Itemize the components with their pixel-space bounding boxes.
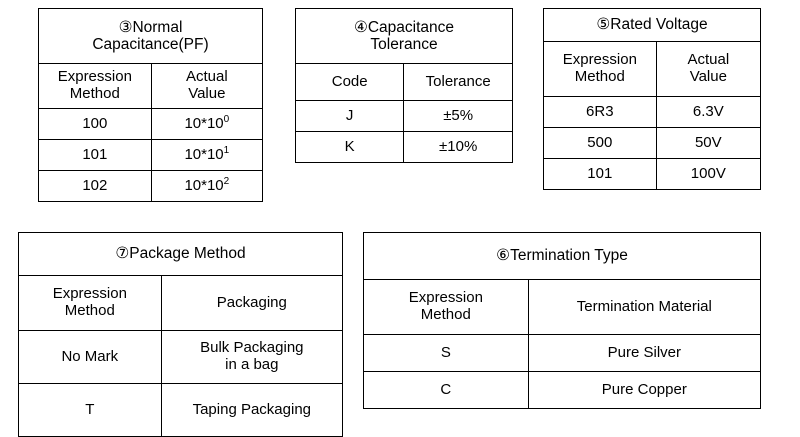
table-row [544, 9, 761, 42]
table-header-row [364, 280, 761, 335]
column-header-actual-value [151, 64, 262, 109]
cell-code: J [296, 101, 404, 132]
cell-packaging [161, 331, 342, 384]
table-row [364, 372, 761, 409]
cell-code: T [19, 384, 162, 437]
table-row [19, 331, 343, 384]
cell-code: S [364, 335, 529, 372]
cell-packaging-line2: in a bag [225, 356, 279, 373]
cell-value-base: 10*10 [184, 145, 224, 163]
cell-value [151, 171, 262, 202]
table-termination-type [363, 232, 761, 409]
table-row [296, 132, 513, 163]
column-header-expression-method [364, 280, 529, 335]
header-line1: Actual [185, 68, 228, 86]
table-row [19, 233, 343, 276]
cell-code: No Mark [19, 331, 162, 384]
cell-value-base: 10*10 [184, 114, 224, 132]
column-header-expression-method [19, 276, 162, 331]
table-row [544, 97, 761, 128]
cell-packaging-line1: Bulk Packaging [200, 339, 304, 357]
table-row [544, 128, 761, 159]
cell-value: 6.3V [656, 97, 760, 128]
cell-code: 101 [39, 140, 152, 171]
header-line1: Expression [52, 285, 127, 303]
column-header-tolerance: Tolerance [404, 64, 513, 101]
table-header-row [296, 64, 513, 101]
column-header-code: Code [296, 64, 404, 101]
header-line2: Value [689, 68, 727, 85]
table-rated-voltage [543, 8, 761, 190]
table-row [364, 335, 761, 372]
table-title-rated-voltage: ⑤Rated Voltage [544, 9, 761, 42]
cell-code: K [296, 132, 404, 163]
header-line1: Expression [57, 68, 132, 86]
table-row [364, 233, 761, 280]
table-header-row [19, 276, 343, 331]
header-line2: Method [574, 68, 625, 85]
table-row [296, 9, 513, 64]
header-line1: Actual [687, 51, 730, 69]
table-normal-capacitance [38, 8, 263, 202]
table-title-line2: Tolerance [370, 36, 438, 53]
cell-material: Pure Silver [528, 335, 760, 372]
column-header-packaging: Packaging [161, 276, 342, 331]
header-line2: Value [188, 85, 226, 102]
column-header-actual-value [656, 42, 760, 97]
table-header-row [39, 64, 263, 109]
cell-value: 100V [656, 159, 760, 190]
table-capacitance-tolerance [295, 8, 513, 163]
table-row [39, 171, 263, 202]
header-line2: Method [69, 85, 120, 102]
table-title-line2: Capacitance(PF) [92, 36, 209, 53]
header-line1: Expression [408, 289, 483, 307]
cell-packaging: Taping Packaging [161, 384, 342, 437]
table-title-package-method: ⑦Package Method [19, 233, 343, 276]
table-row [296, 101, 513, 132]
table-row [544, 159, 761, 190]
table-row [19, 384, 343, 437]
cell-value-base: 10*10 [184, 176, 224, 194]
table-package-method [18, 232, 343, 437]
table-title-line1: ④Capacitance [353, 18, 455, 36]
header-line2: Method [64, 302, 115, 319]
column-header-expression-method [544, 42, 657, 97]
cell-code: 102 [39, 171, 152, 202]
cell-value-exponent: 2 [223, 175, 230, 187]
table-row [39, 140, 263, 171]
table-title-normal-capacitance [39, 9, 263, 64]
header-line1: Expression [562, 51, 637, 69]
table-row [39, 109, 263, 140]
cell-value [151, 140, 262, 171]
cell-tolerance: ±5% [404, 101, 513, 132]
table-header-row [544, 42, 761, 97]
table-row [39, 9, 263, 64]
cell-value [151, 109, 262, 140]
table-title-capacitance-tolerance [296, 9, 513, 64]
header-line2: Method [420, 306, 471, 323]
cell-code: 100 [39, 109, 152, 140]
cell-code: 6R3 [544, 97, 657, 128]
column-header-expression-method [39, 64, 152, 109]
cell-tolerance: ±10% [404, 132, 513, 163]
cell-code: 101 [544, 159, 657, 190]
cell-code: C [364, 372, 529, 409]
column-header-termination-material: Termination Material [528, 280, 760, 335]
table-title-line1: ③Normal [118, 18, 183, 36]
cell-material: Pure Copper [528, 372, 760, 409]
cell-code: 500 [544, 128, 657, 159]
table-title-termination-type: ⑥Termination Type [364, 233, 761, 280]
cell-value-exponent: 1 [223, 144, 230, 156]
cell-value: 50V [656, 128, 760, 159]
cell-value-exponent: 0 [223, 113, 230, 125]
